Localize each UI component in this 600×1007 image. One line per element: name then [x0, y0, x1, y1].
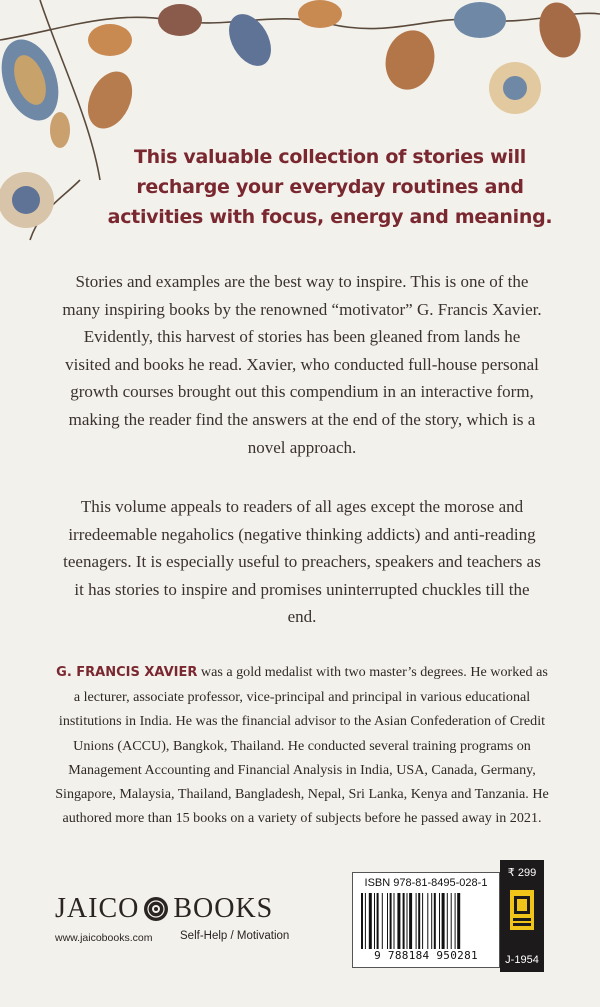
barcode-bar: [431, 893, 432, 949]
barcode-bar: [407, 893, 408, 949]
barcode-bar: [457, 893, 460, 949]
barcode-bar: [434, 893, 436, 949]
shelf-category-icon: [510, 890, 534, 930]
barcode-bar: [387, 893, 388, 949]
barcode-bar: [390, 893, 392, 949]
barcode-label: [352, 872, 500, 968]
description-paragraph-1: Stories and examples are the best way to inspire. This is one of the many inspiring books by the renowned “motivator” G. Francis Xavier. Evidently, this harvest of stories has been gleaned from lands he visited and books he read. Xavier, who conducted full-house personal growth courses brought out this compendium in an interactive form, making the reader find the answers at the end of the story, which is a novel approach.: [62, 272, 542, 457]
book-category: Self-Help / Motivation: [180, 930, 290, 942]
barcode-bar: [361, 893, 363, 949]
author-bio: [52, 660, 552, 830]
description-paragraph-2: This volume appeals to readers of all ages except the morose and irredeemable negaholics (negative thinking addicts) and anti-reading teenagers. It is especially useful to preachers, speakers and teachers as it has stories to inspire and promises uninterrupted chuckles till the end.: [63, 497, 541, 627]
jaico-emblem-icon: [143, 896, 169, 922]
barcode-bar: [377, 893, 379, 949]
publisher-url: www.jaicobooks.com: [55, 932, 153, 944]
publisher-name-left: JAICO: [55, 893, 140, 924]
barcode-bar: [422, 893, 423, 949]
barcode-bar: [427, 893, 428, 949]
publisher-logo: [55, 893, 273, 925]
barcode-bar: [397, 893, 400, 949]
isbn-text: ISBN 978-81-8495-028-1: [364, 877, 488, 889]
price: ₹ 299: [507, 867, 537, 879]
barcode-bar: [416, 893, 417, 949]
barcode-bar: [382, 893, 383, 949]
barcode-bar: [409, 893, 412, 949]
barcode-bar: [365, 893, 366, 949]
barcode-bar: [374, 893, 375, 949]
barcode-bar: [369, 893, 372, 949]
barcode-digits: 9 788184 950281: [374, 949, 478, 962]
barcode-bar: [442, 893, 445, 949]
barcode-bar: [455, 893, 456, 949]
barcode-bar: [439, 893, 440, 949]
catalog-code: J-1954: [505, 954, 539, 966]
tagline: This valuable collection of stories will recharge your everyday routines and activities with focus, energy and meaning.: [107, 146, 553, 228]
barcode-bar: [418, 893, 420, 949]
barcode-bar: [394, 893, 395, 949]
price-strip: [500, 860, 544, 972]
author-name: G. FRANCIS XAVIER: [56, 665, 198, 680]
barcode-bar: [403, 893, 405, 949]
author-bio-text: was a gold medalist with two master’s degrees. He worked as a lecturer, associate professor, vice-principal and principal in various educational institutions in India. He was the financial advisor to the Asian Confederation of Credit Unions (ACCU), Bangkok, Thailand. He conducted several training programs on Management Accounting and Financial Analysis in India, USA, Canada, Germany, Singapore, Malaysia, Thailand, Bangladesh, Nepal, Sri Lanka, Kenya and Tanzania. He authored more than 15 books on a variety of subjects before he passed away in 2021.: [55, 664, 549, 827]
barcode-bar: [451, 893, 452, 949]
barcode-icon: [361, 893, 491, 949]
publisher-name-right: BOOKS: [173, 893, 274, 924]
barcode-bar: [447, 893, 448, 949]
